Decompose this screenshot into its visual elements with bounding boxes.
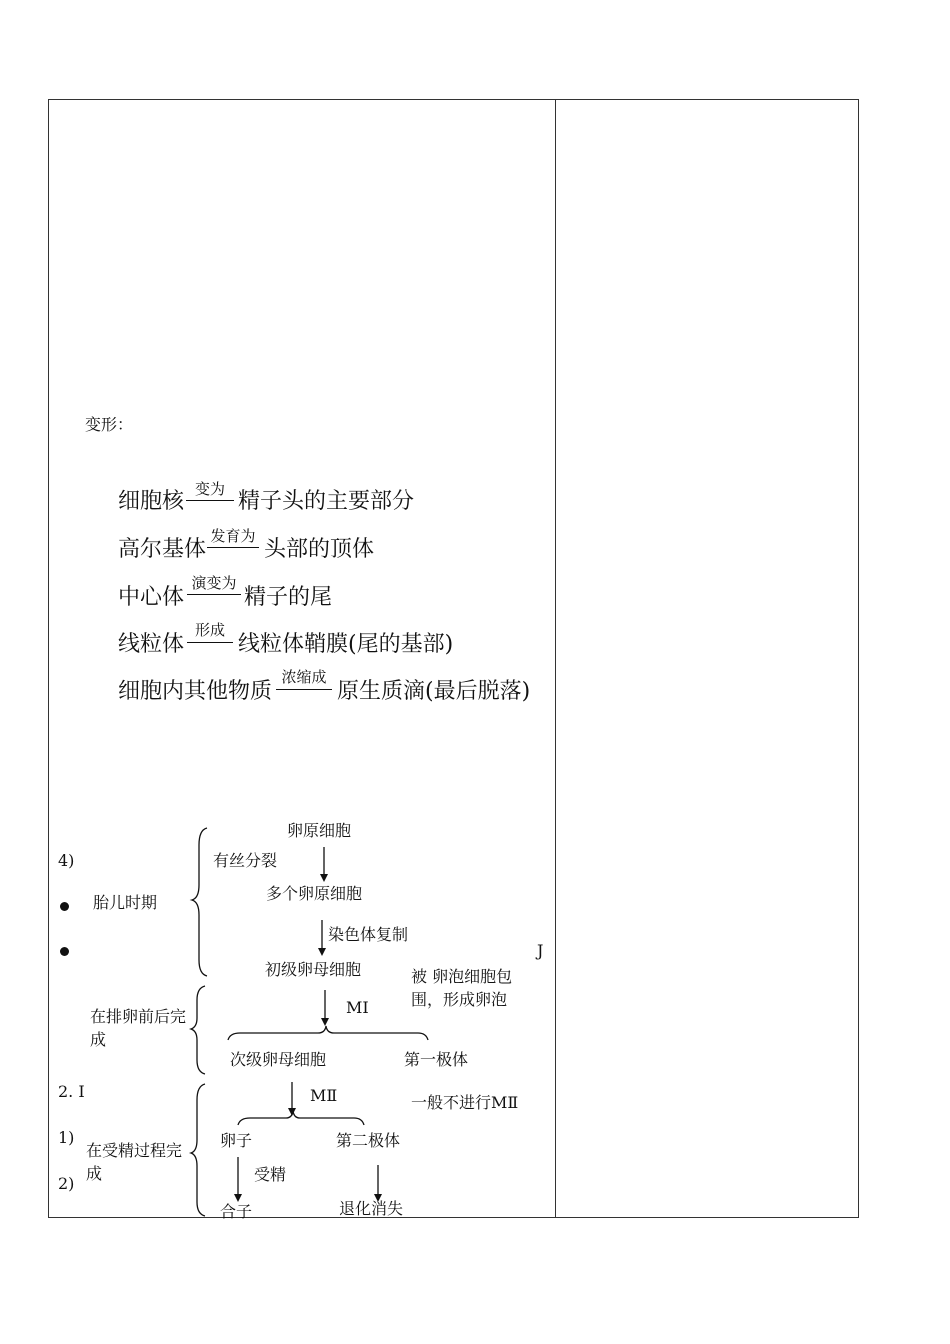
- transform-verb: 形成: [194, 621, 225, 639]
- flow-meiosis-2: MⅡ: [310, 1086, 338, 1105]
- transform-from: 细胞内其他物质: [118, 679, 273, 704]
- transform-from: 线粒体: [118, 632, 185, 657]
- item-2-label: 2. I: [58, 1082, 85, 1101]
- flow-fertilization: 受精: [254, 1165, 287, 1184]
- transform-from: 高尔基体: [118, 537, 207, 562]
- flow-degenerate: 退化消失: [339, 1199, 404, 1218]
- flow-egg: 卵子: [220, 1131, 253, 1150]
- transform-verb: 变为: [194, 480, 225, 498]
- flow-first-polar-body: 第一极体: [404, 1050, 469, 1069]
- flow-mitosis: 有丝分裂: [213, 851, 278, 870]
- transform-from: 细胞核: [118, 489, 185, 514]
- flow-primary-oocyte: 初级卵母细胞: [265, 960, 362, 979]
- flow-no-meiosis-2-note: 一般不进行MⅡ: [411, 1093, 519, 1112]
- transform-to: 精子头的主要部分: [238, 489, 415, 514]
- flow-chromosome-duplication: 染色体复制: [328, 925, 409, 944]
- transform-to: 线粒体鞘膜(尾的基部): [238, 632, 454, 657]
- item-2-2-label: 2): [58, 1174, 75, 1193]
- flow-follicle-note: 被 卵泡细胞包围，形成卵泡: [411, 967, 513, 1009]
- transform-from: 中心体: [118, 585, 185, 610]
- flow-oogonium: 卵原细胞: [287, 821, 352, 840]
- stage-fertilization: 在受精过程完成: [86, 1141, 183, 1183]
- flow-second-polar-body: 第二极体: [336, 1131, 401, 1150]
- item-4-label: 4): [58, 851, 75, 870]
- flow-secondary-oocyte: 次级卵母细胞: [230, 1050, 327, 1069]
- stage-ovulation: 在排卵前后完成: [90, 1007, 187, 1049]
- transform-to: 头部的顶体: [264, 537, 375, 562]
- transform-verb: 发育为: [210, 527, 256, 545]
- item-2-1-label: 1): [58, 1128, 75, 1147]
- stage-fetal: 胎儿时期: [93, 893, 158, 912]
- transform-to: 原生质滴(最后脱落): [337, 679, 531, 704]
- flow-meiosis-1: MⅠ: [346, 998, 369, 1017]
- deform-label: 变形：: [85, 415, 134, 434]
- flow-zygote: 合子: [220, 1202, 253, 1221]
- transform-verb: 演变为: [191, 574, 237, 592]
- stray-mark: J: [537, 941, 544, 960]
- transform-to: 精子的尾: [244, 585, 333, 610]
- flow-many-oogonia: 多个卵原细胞: [266, 884, 363, 903]
- transform-verb: 浓缩成: [281, 668, 327, 686]
